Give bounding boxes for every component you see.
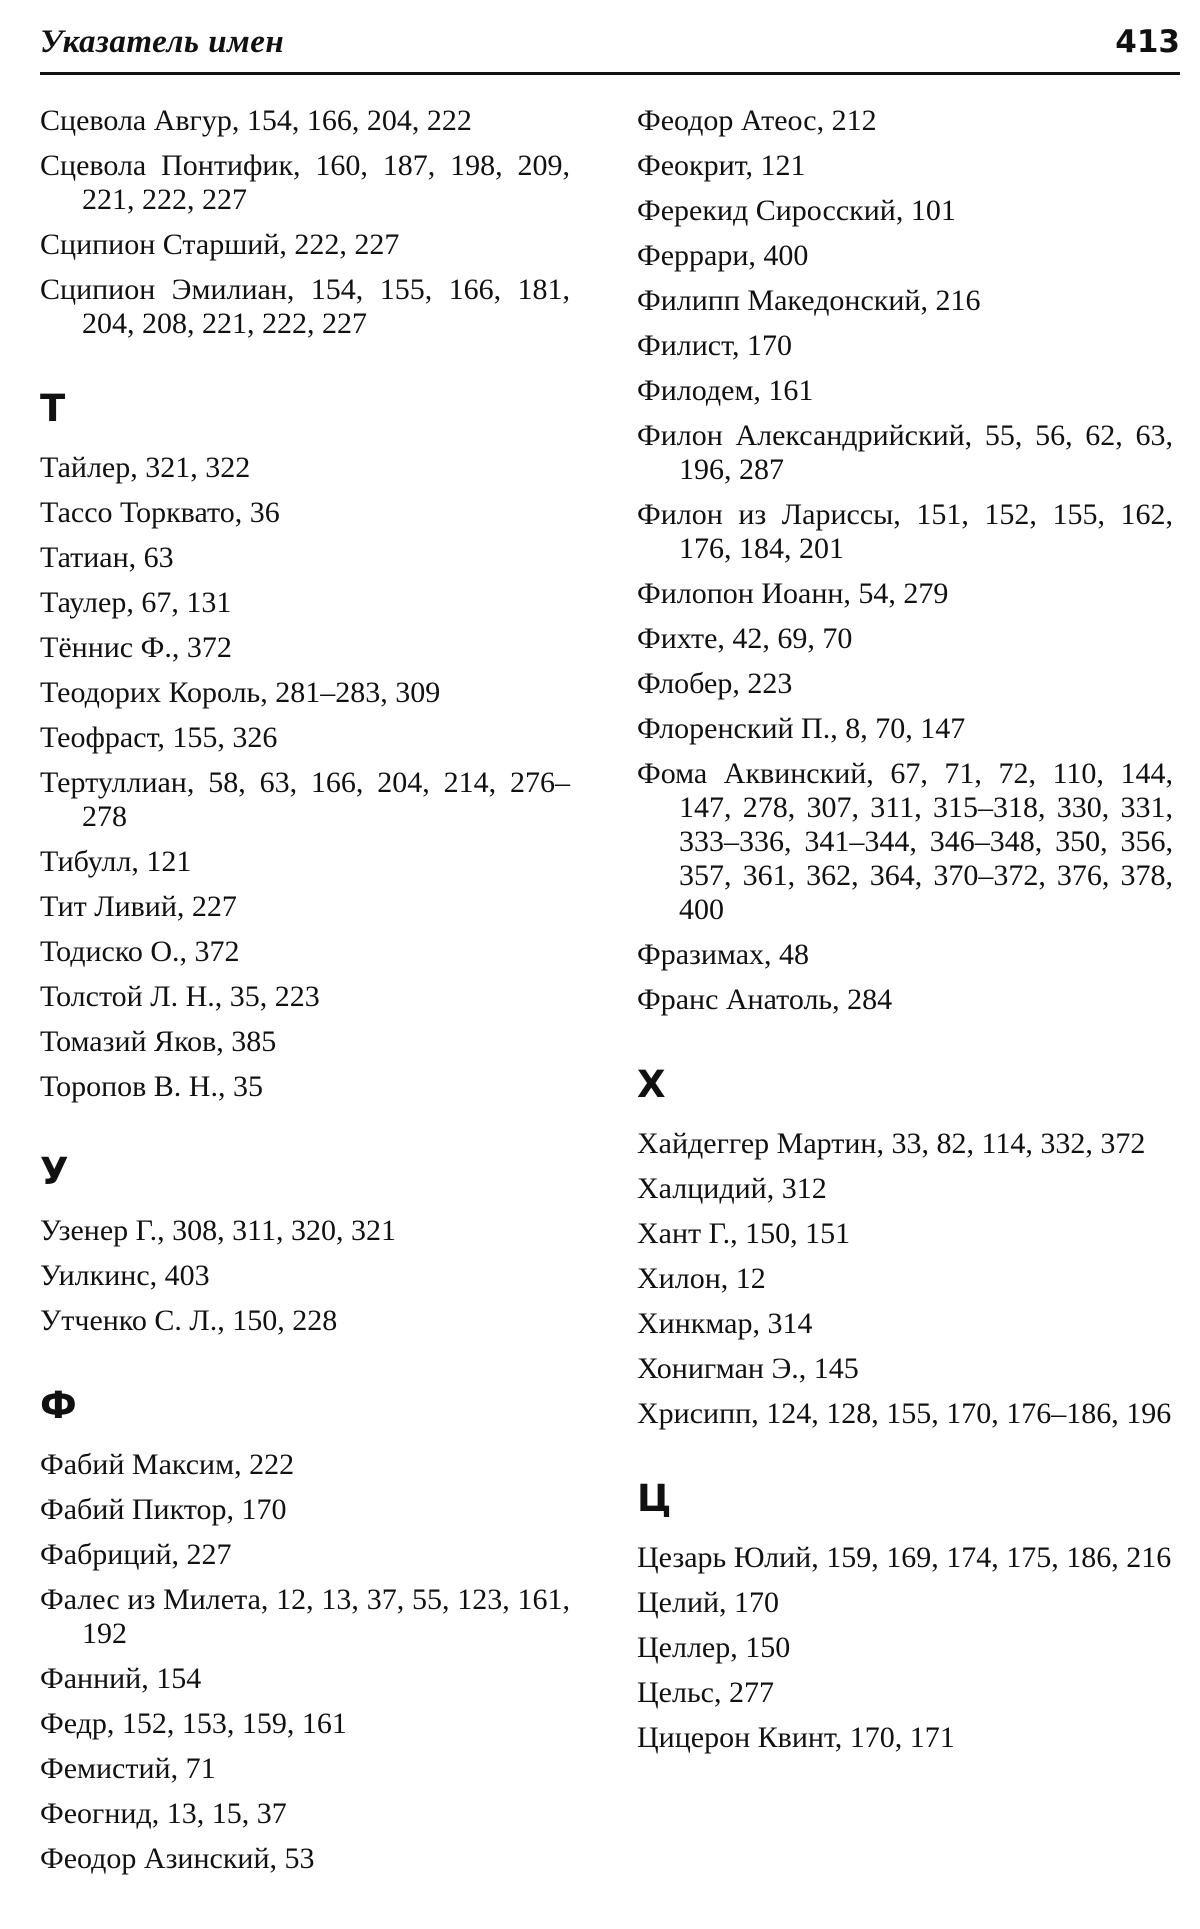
index-entry: Хайдеггер Мартин, 33, 82, 114, 332, 372 bbox=[637, 1127, 1146, 1160]
index-entry: Фихте, 42, 69, 70 bbox=[637, 622, 853, 655]
running-title: Указатель имен bbox=[40, 24, 285, 60]
index-entry: Фанний, 154 bbox=[40, 1662, 202, 1695]
index-entry: Хрисипп, 124, 128, 155, 170, 176–186, 196 bbox=[637, 1397, 1172, 1430]
right-column bbox=[637, 104, 1173, 1766]
section-letter: У bbox=[40, 1150, 69, 1193]
index-entry: Цельс, 277 bbox=[637, 1676, 774, 1709]
index-entry: Феодор Азинский, 53 bbox=[40, 1842, 315, 1875]
page-number: 413 bbox=[1115, 24, 1180, 60]
index-entry: Тассо Торквато, 36 bbox=[40, 496, 280, 529]
index-entry: Сципион Старший, 222, 227 bbox=[40, 228, 400, 261]
section-letter: Ц bbox=[637, 1477, 672, 1520]
section-letter: Т bbox=[40, 387, 66, 430]
index-entry: Фабий Максим, 222 bbox=[40, 1448, 295, 1481]
index-entry: Хонигман Э., 145 bbox=[637, 1352, 859, 1385]
index-entry: Теодорих Король, 281–283, 309 bbox=[40, 676, 441, 709]
index-entry: Феокрит, 121 bbox=[637, 149, 806, 182]
index-entry: Сцевола Понтифик, 160, 187, 198, 209, 221, 222, 227 bbox=[40, 149, 570, 216]
index-entry: Татиан, 63 bbox=[40, 541, 174, 574]
section-letter: Ф bbox=[40, 1384, 77, 1427]
index-entry: Цицерон Квинт, 170, 171 bbox=[637, 1721, 955, 1754]
index-entry: Томазий Яков, 385 bbox=[40, 1025, 277, 1058]
index-entry: Фома Аквинский, 67, 71, 72, 110, 144, 147, 278, 307, 311, 315–318, 330, 331, 333–336, 341–344, 346–348, 350, 356, 357, 361, 362, 364, 370–372, 376, 378, 400 bbox=[637, 757, 1173, 926]
index-entry: Филон из Ларисcы, 151, 152, 155, 162, 176, 184, 201 bbox=[637, 498, 1173, 565]
index-entry: Толстой Л. Н., 35, 223 bbox=[40, 980, 320, 1013]
index-entry: Целий, 170 bbox=[637, 1586, 780, 1619]
index-entry: Филипп Македонский, 216 bbox=[637, 284, 981, 317]
index-entry: Теофраст, 155, 326 bbox=[40, 721, 278, 754]
index-entry: Таулер, 67, 131 bbox=[40, 586, 232, 619]
index-entry: Федр, 152, 153, 159, 161 bbox=[40, 1707, 347, 1740]
index-entry: Фабриций, 227 bbox=[40, 1538, 232, 1571]
index-entry: Тодиско О., 372 bbox=[40, 935, 240, 968]
index-entry: Тибулл, 121 bbox=[40, 845, 192, 878]
index-entry: Феогнид, 13, 15, 37 bbox=[40, 1797, 287, 1830]
index-entry: Фабий Пиктор, 170 bbox=[40, 1493, 287, 1526]
page-header bbox=[40, 22, 1180, 75]
index-entry: Сцевола Авгур, 154, 166, 204, 222 bbox=[40, 104, 472, 137]
index-entry: Фалес из Милета, 12, 13, 37, 55, 123, 161, 192 bbox=[40, 1583, 570, 1650]
index-entry: Тертуллиан, 58, 63, 166, 204, 214, 276–278 bbox=[40, 766, 570, 833]
index-entry: Тённис Ф., 372 bbox=[40, 631, 232, 664]
section-letter: Х bbox=[637, 1063, 666, 1106]
index-entry: Фемистий, 71 bbox=[40, 1752, 216, 1785]
index-entry: Хилон, 12 bbox=[637, 1262, 766, 1295]
index-entry: Флоренский П., 8, 70, 147 bbox=[637, 712, 966, 745]
index-entry: Филопон Иоанн, 54, 279 bbox=[637, 577, 949, 610]
index-entry: Феррари, 400 bbox=[637, 239, 809, 272]
index-entry: Феодор Атеос, 212 bbox=[637, 104, 877, 137]
index-entry: Сципион Эмилиан, 154, 155, 166, 181, 204, 208, 221, 222, 227 bbox=[40, 273, 570, 340]
left-column bbox=[40, 104, 570, 1887]
index-entry: Филист, 170 bbox=[637, 329, 792, 362]
index-entry: Филодем, 161 bbox=[637, 374, 814, 407]
index-entry: Торопов В. Н., 35 bbox=[40, 1070, 263, 1103]
index-entry: Ферекид Сиросский, 101 bbox=[637, 194, 956, 227]
index-entry: Фразимах, 48 bbox=[637, 938, 810, 971]
index-entry: Флобер, 223 bbox=[637, 667, 793, 700]
index-entry: Филон Александрийский, 55, 56, 62, 63, 196, 287 bbox=[637, 419, 1173, 486]
index-entry: Утченко С. Л., 150, 228 bbox=[40, 1304, 338, 1337]
index-entry: Хант Г., 150, 151 bbox=[637, 1217, 851, 1250]
index-entry: Узенер Г., 308, 311, 320, 321 bbox=[40, 1214, 396, 1247]
index-entry: Тайлер, 321, 322 bbox=[40, 451, 251, 484]
index-entry: Франс Анатоль, 284 bbox=[637, 983, 893, 1016]
index-entry: Цезарь Юлий, 159, 169, 174, 175, 186, 216 bbox=[637, 1541, 1172, 1574]
index-entry: Хинкмар, 314 bbox=[637, 1307, 813, 1340]
index-entry: Халцидий, 312 bbox=[637, 1172, 827, 1205]
index-entry: Тит Ливий, 227 bbox=[40, 890, 237, 923]
index-entry: Целлер, 150 bbox=[637, 1631, 791, 1664]
index-entry: Уилкинс, 403 bbox=[40, 1259, 210, 1292]
